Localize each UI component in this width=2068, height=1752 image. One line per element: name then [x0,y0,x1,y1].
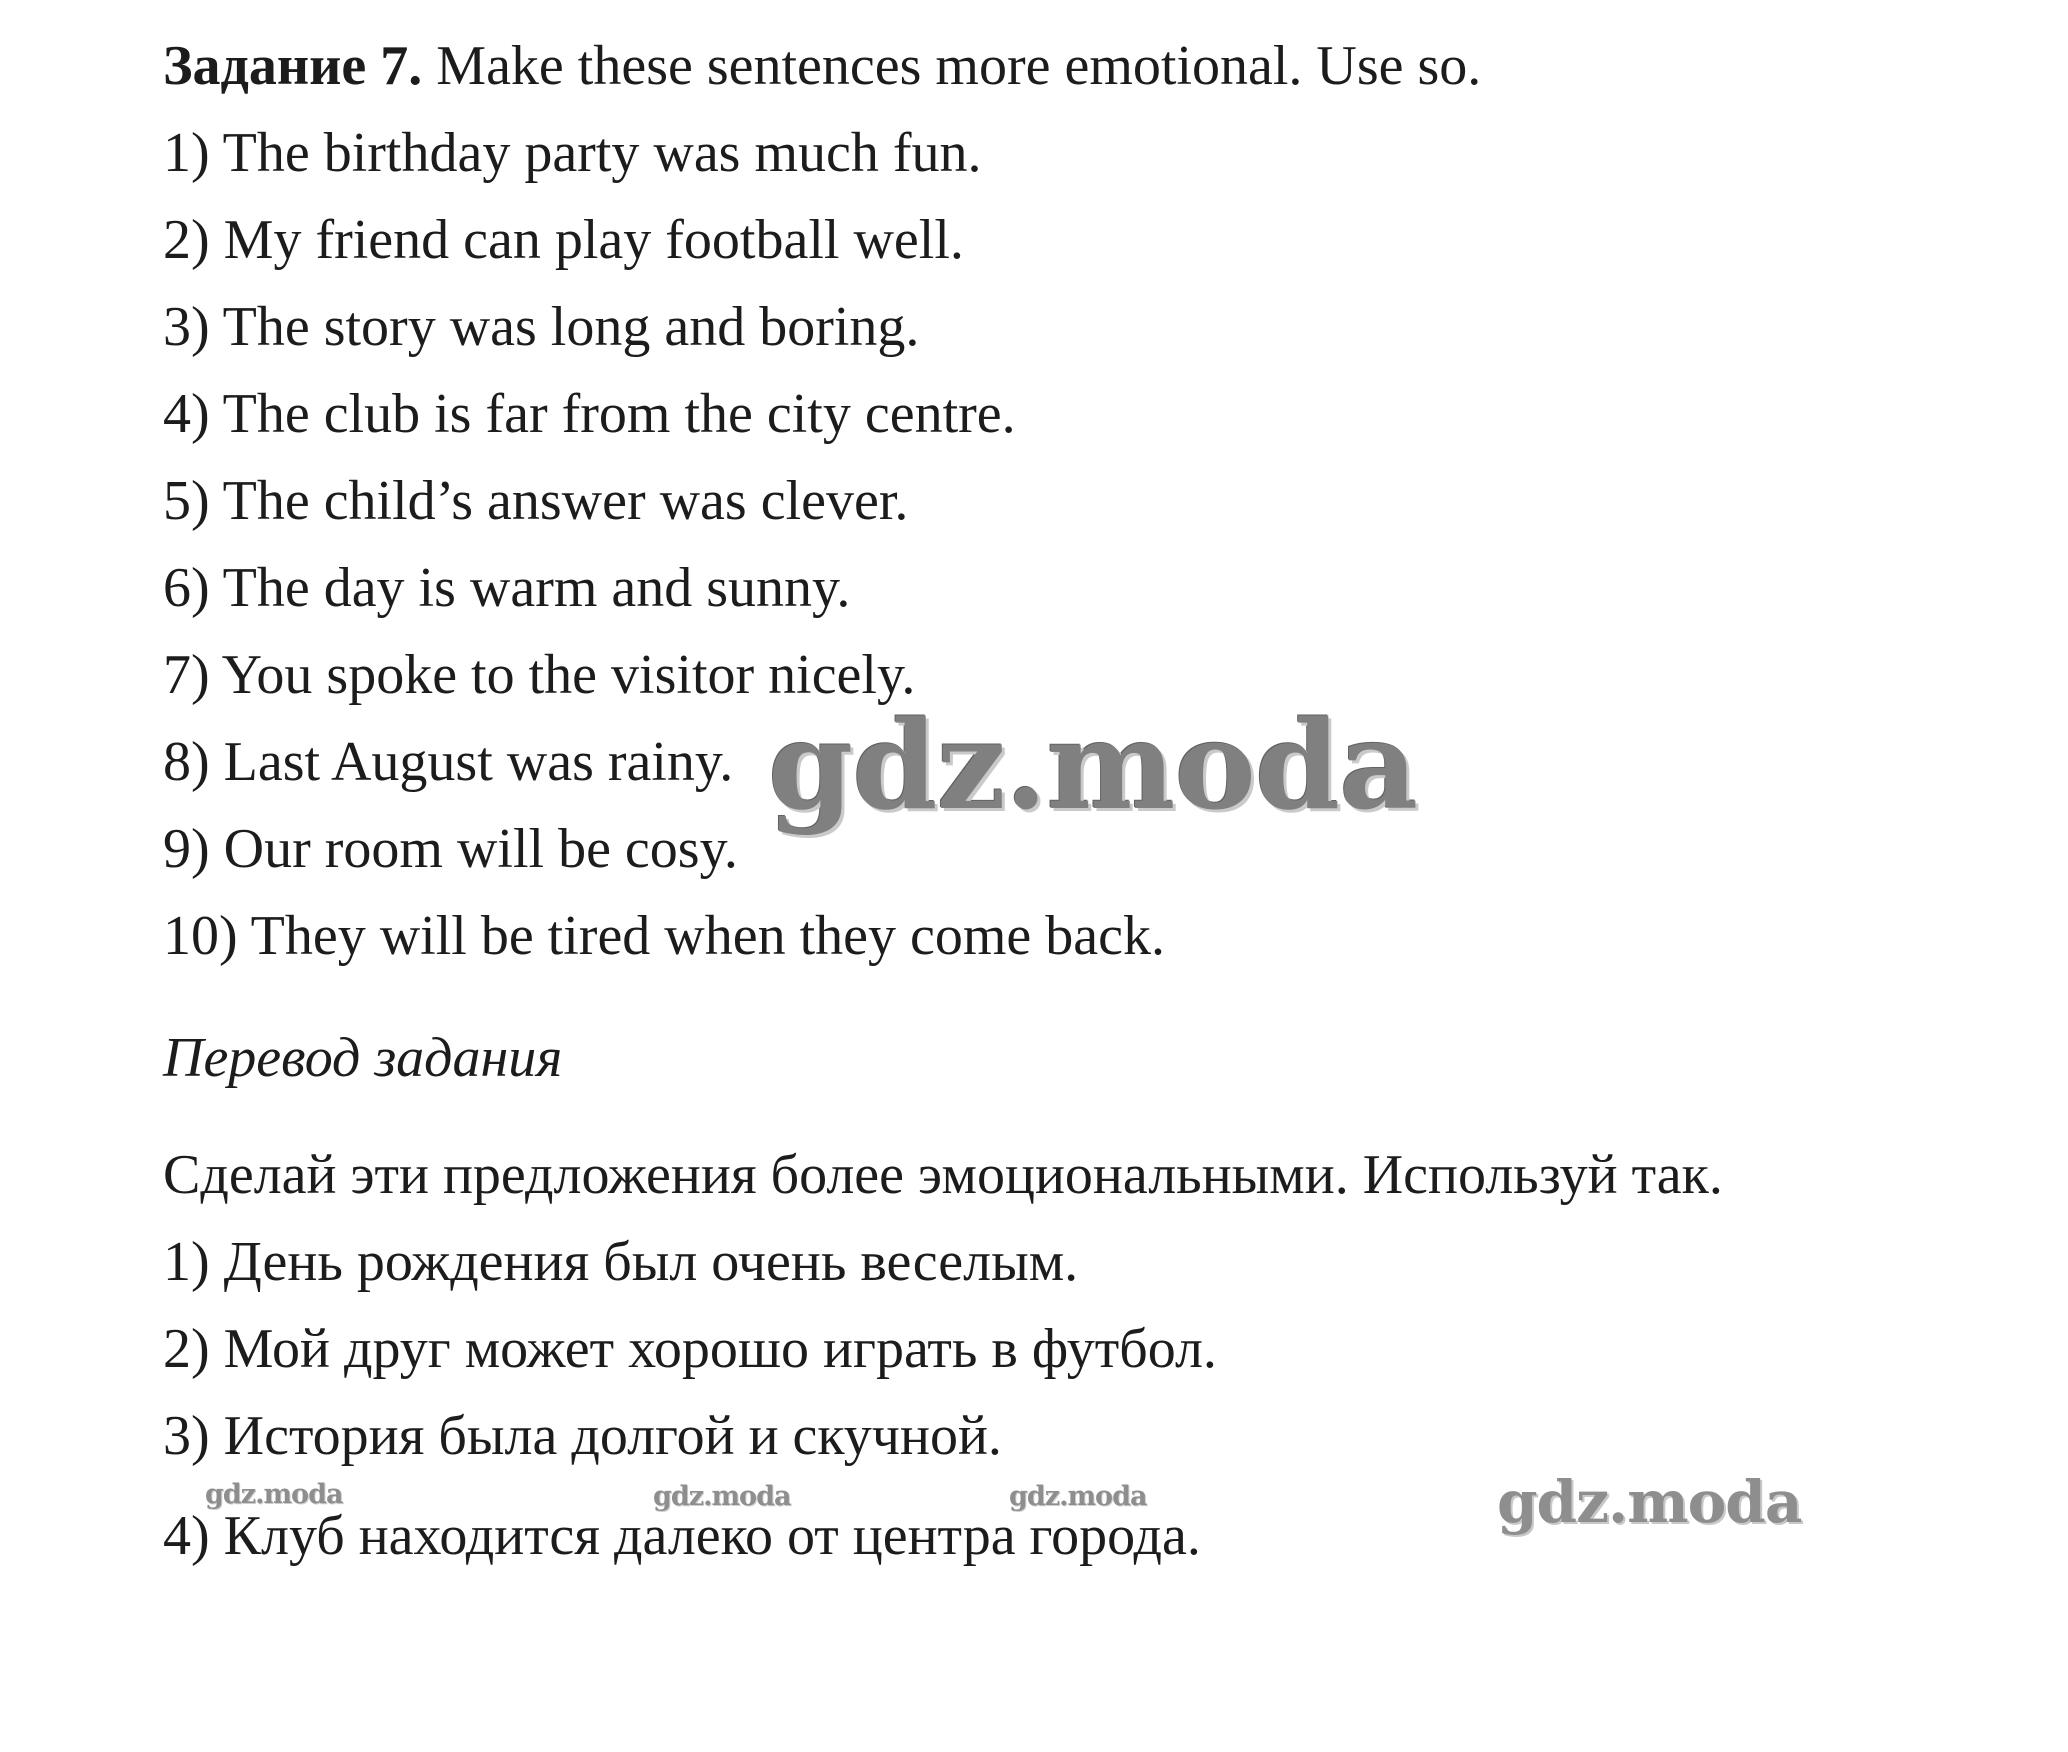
task-header [163,34,1481,98]
translation-item-3: 3) История была долгой и скучной. [163,1405,1002,1467]
task-instruction: Make these sentences more emotional. Use so. [422,35,1482,97]
task-number: Задание 7. [163,35,423,97]
english-item-1: 1) The birthday party was much fun. [163,122,982,184]
translation-item-2: 2) Мой друг может хорошо играть в футбол. [163,1318,1217,1380]
watermark-logo-small: gdz.moda [653,1481,791,1512]
english-item-8: 8) Last August was rainy. [163,731,734,793]
watermark-logo-medium: gdz.moda [1497,1468,1802,1536]
english-item-5: 5) The child’s answer was clever. [163,470,909,532]
english-item-6: 6) The day is warm and sunny. [163,557,851,619]
english-item-9: 9) Our room will be cosy. [163,818,738,880]
translation-heading: Перевод задания [163,1027,563,1089]
translation-instruction: Сделай эти предложения более эмоциональными. Используй так. [163,1144,1723,1206]
english-item-7: 7) You spoke to the visitor nicely. [163,644,916,706]
watermark-logo-small: gdz.moda [205,1479,343,1510]
watermark-logo-large: gdz.moda [768,693,1418,837]
english-item-10: 10) They will be tired when they come back. [163,905,1165,967]
english-item-4: 4) The club is far from the city centre. [163,383,1016,445]
english-item-3: 3) The story was long and boring. [163,296,920,358]
translation-item-1: 1) День рождения был очень веселым. [163,1231,1079,1293]
watermark-logo-small: gdz.moda [1009,1481,1147,1512]
translation-item-4: 4) Клуб находится далеко от центра города. [163,1505,1201,1567]
english-item-2: 2) My friend can play football well. [163,209,964,271]
